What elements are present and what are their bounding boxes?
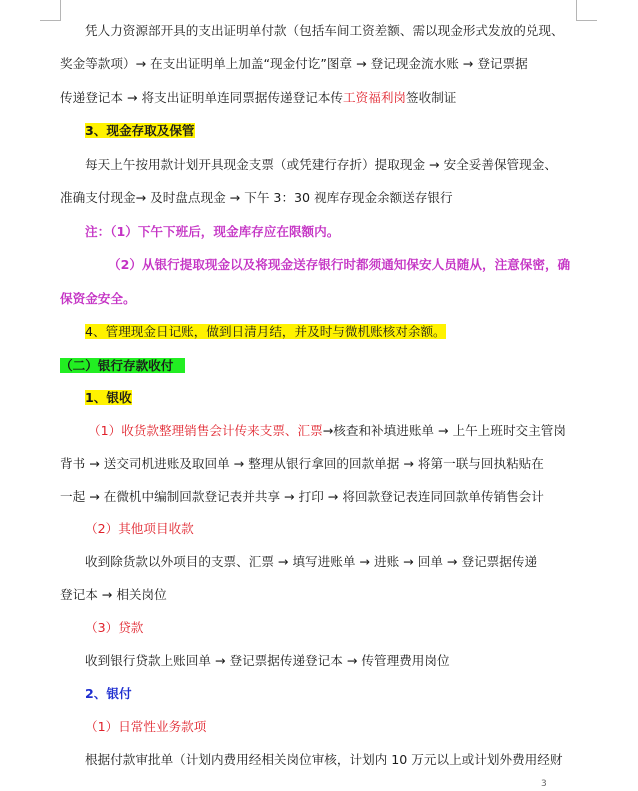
- note-line: 注：（1）下午下班后，现金库存应在限额内。: [85, 224, 340, 239]
- paragraph-line: 收到银行贷款上账回单 → 登记票据传递登记本 → 传管理费用岗位: [85, 653, 450, 668]
- section-heading: 4、管理现金日记账，做到日清月结，并及时与微机账核对余额。: [85, 324, 446, 339]
- paragraph-line: 凭人力资源部开具的支出证明单付款（包括车间工资差额、需以现金形式发放的兑现、: [85, 23, 564, 38]
- section-heading: 1、银收: [85, 390, 132, 405]
- page-number: 3: [541, 779, 547, 789]
- margin-corner-mark: [576, 0, 597, 21]
- paragraph-line: 登记本 → 相关岗位: [60, 587, 167, 602]
- paragraph-line: 根据付款审批单（计划内费用经相关岗位审核，计划内 10 万元以上或计划外费用经财: [85, 752, 563, 767]
- paragraph-line: 奖金等款项）→ 在支出证明单上加盖“现金付讫”图章 → 登记现金流水账 → 登记票据: [60, 56, 528, 71]
- sub-heading: （3）贷款: [85, 620, 144, 635]
- sub-heading: （1）日常性业务款项: [85, 719, 207, 734]
- margin-corner-mark: [40, 0, 61, 21]
- sub-heading: （2）其他项目收款: [85, 521, 194, 536]
- highlighted-role: 工资福利岗: [343, 90, 406, 105]
- section-heading: （二）银行存款收付: [0, 356, 638, 376]
- section-heading: 3、现金存取及保管: [85, 123, 195, 138]
- paragraph-line: 一起 → 在微机中编制回款登记表并共享 → 打印 → 将回款登记表连同回款单传销售会计: [60, 489, 544, 504]
- paragraph-line: 收到除货款以外项目的支票、汇票 → 填写进账单 → 进账 → 回单 → 登记票据传递: [85, 554, 538, 569]
- paragraph-line: 传递登记本 → 将支出证明单连同票据传递登记本传工资福利岗签收制证: [60, 90, 457, 105]
- note-line: 保资金安全。: [60, 291, 136, 306]
- paragraph-line: 准确支付现金→ 及时盘点现金 → 下午 3：30 视库存现金余额送存银行: [60, 190, 453, 205]
- paragraph-line: 每天上午按用款计划开具现金支票（或凭建行存折）提取现金 → 安全妥善保管现金、: [85, 157, 557, 172]
- paragraph-line: 背书 → 送交司机进账及取回单 → 整理从银行拿回的回款单据 → 将第一联与回执粘贴在: [60, 456, 544, 471]
- section-heading: 2、银付: [85, 686, 132, 701]
- paragraph-line: （1）收货款整理销售会计传来支票、汇票→核查和补填进账单 → 上午上班时交主管岗: [88, 423, 566, 438]
- note-line: （2）从银行提取现金以及将现金送存银行时都须通知保安人员随从，注意保密，确: [108, 257, 571, 272]
